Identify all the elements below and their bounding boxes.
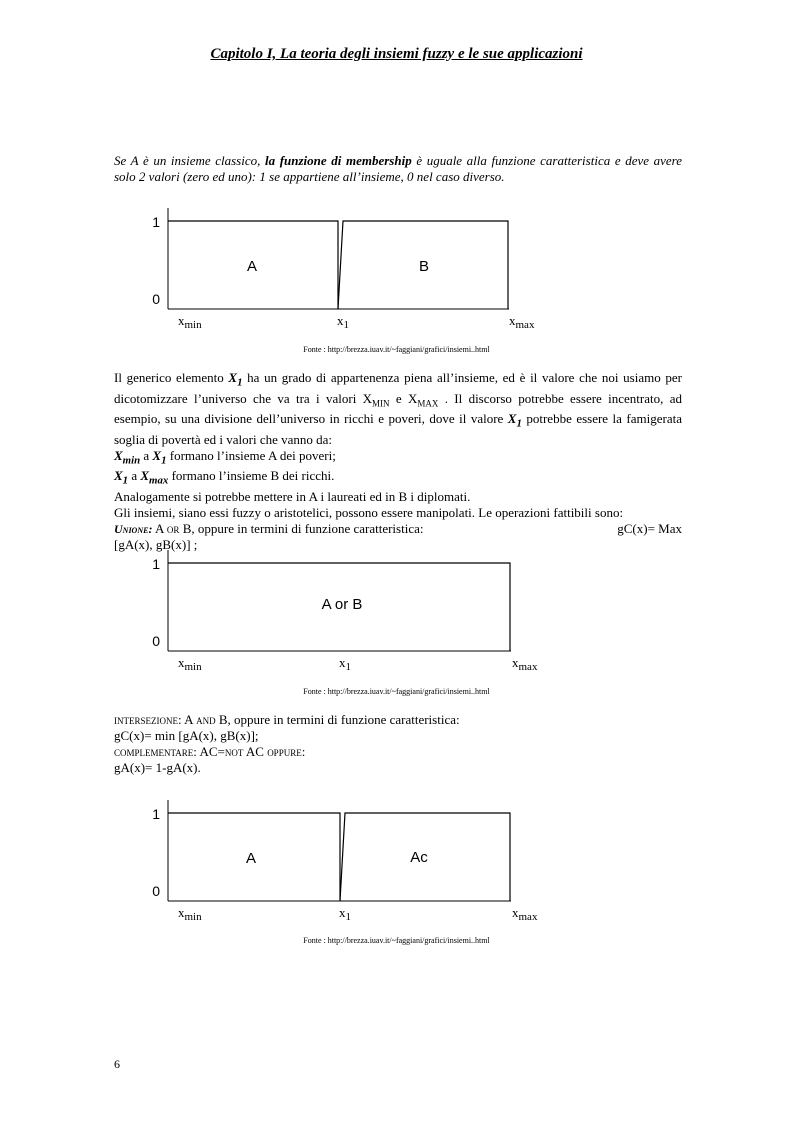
line-laureati: Analogamente si potrebbe mettere in A i laureati ed in B i diplomati. — [114, 488, 471, 504]
figure-complement — [145, 798, 555, 938]
line-complementare-formula: gA(x)= 1-gA(x). — [114, 760, 201, 775]
x-label-1: $x_1$ — [339, 655, 351, 673]
body-block-2 — [114, 712, 682, 776]
line-operazioni: Gli insiemi, siano essi fuzzy o aristotelici, possono essere manipolati. Le operazioni fattibili sono: — [114, 504, 624, 520]
intro-bold-term: la funzione di membership — [264, 153, 412, 168]
x-label-max: $x_{max}$ — [512, 905, 538, 923]
x-label-min: $x_{min}$ — [178, 905, 202, 923]
region-label-b: B — [418, 258, 430, 275]
x-label-min: $x_{min}$ — [178, 313, 202, 331]
region-label-a-or-b: A or B — [321, 596, 363, 613]
y-label-bottom: 0 — [152, 883, 160, 899]
x-label-1: $x_1$ — [337, 313, 349, 331]
x-label-1: $x_1$ — [339, 905, 351, 923]
body-block-1 — [114, 370, 682, 553]
y-label-top: 1 — [152, 556, 160, 572]
figure-3-diagram — [145, 798, 555, 933]
intro-text-rest: è uguale alla funzione caratteristica e deve avere solo 2 valori (zero ed uno): 1 se appartiene all’insieme, 0 nel caso diverso. — [114, 153, 682, 184]
y-label-bottom: 0 — [152, 633, 160, 649]
y-label-bottom: 0 — [152, 291, 160, 307]
line-unione: Unione: A or B, oppure in termini di funzione caratteristica: gC(x)= Max — [114, 520, 682, 536]
region-label-ac: Ac — [410, 849, 428, 866]
x-label-min: $x_{min}$ — [178, 655, 202, 673]
line-intersezione-formula: gC(x)= min [gA(x), gB(x)]; — [114, 728, 259, 743]
line-unione-formula: [gA(x), gB(x)] ; — [114, 536, 198, 552]
region-label-a: A — [245, 850, 257, 867]
figure-union — [145, 548, 555, 688]
figure-2-diagram — [145, 548, 555, 683]
y-label-top: 1 — [152, 214, 160, 230]
x-label-max: $x_{max}$ — [509, 313, 535, 331]
paragraph-threshold: Il generico elemento $X_1$ ha un grado di appartenenza piena all’insieme, ed è il valore che noi usiamo per dicotomizzare l’universo che va tra i valori $X_{MIN}$ e $X_{MAX}$ . Il discorso potrebbe essere incentrato, ad esempio, su una divisione dell’universo in ricchi e poveri, dove il valore $X_1$ potrebbe essere la famigerata soglia di povertà ed i valori che vanno da: — [114, 370, 682, 447]
line-set-a-poveri: $X_{min}$ a $X_1$ formano l’insieme A dei poveri; — [114, 447, 336, 467]
intro-text: Se A è un insieme classico, — [114, 153, 265, 168]
region-label-a: A — [246, 258, 258, 275]
running-header: Capitolo I, La teoria degli insiemi fuzzy e le sue applicazioni — [210, 46, 583, 62]
intro-paragraph — [114, 153, 682, 185]
figure-3-source: Fonte : http://brezza.iuav.it/~faggiani/grafici/insiemi..html — [303, 936, 490, 945]
y-label-top: 1 — [152, 806, 160, 822]
page-number: 6 — [114, 1057, 120, 1071]
line-intersezione: intersezione: A and B, oppure in termini di funzione caratteristica: — [114, 712, 460, 727]
x-label-max: $x_{max}$ — [512, 655, 538, 673]
figure-1-diagram — [145, 206, 555, 341]
figure-1-source: Fonte : http://brezza.iuav.it/~faggiani/grafici/insiemi..html — [303, 345, 490, 354]
line-set-b-ricchi: $X_1$ a $X_{max}$ formano l’insieme B dei ricchi. — [114, 468, 335, 487]
line-complementare: complementare: AC=not AC oppure: — [114, 744, 306, 759]
figure-2-source: Fonte : http://brezza.iuav.it/~faggiani/grafici/insiemi..html — [303, 687, 490, 696]
figure-sets-a-b — [145, 206, 555, 346]
